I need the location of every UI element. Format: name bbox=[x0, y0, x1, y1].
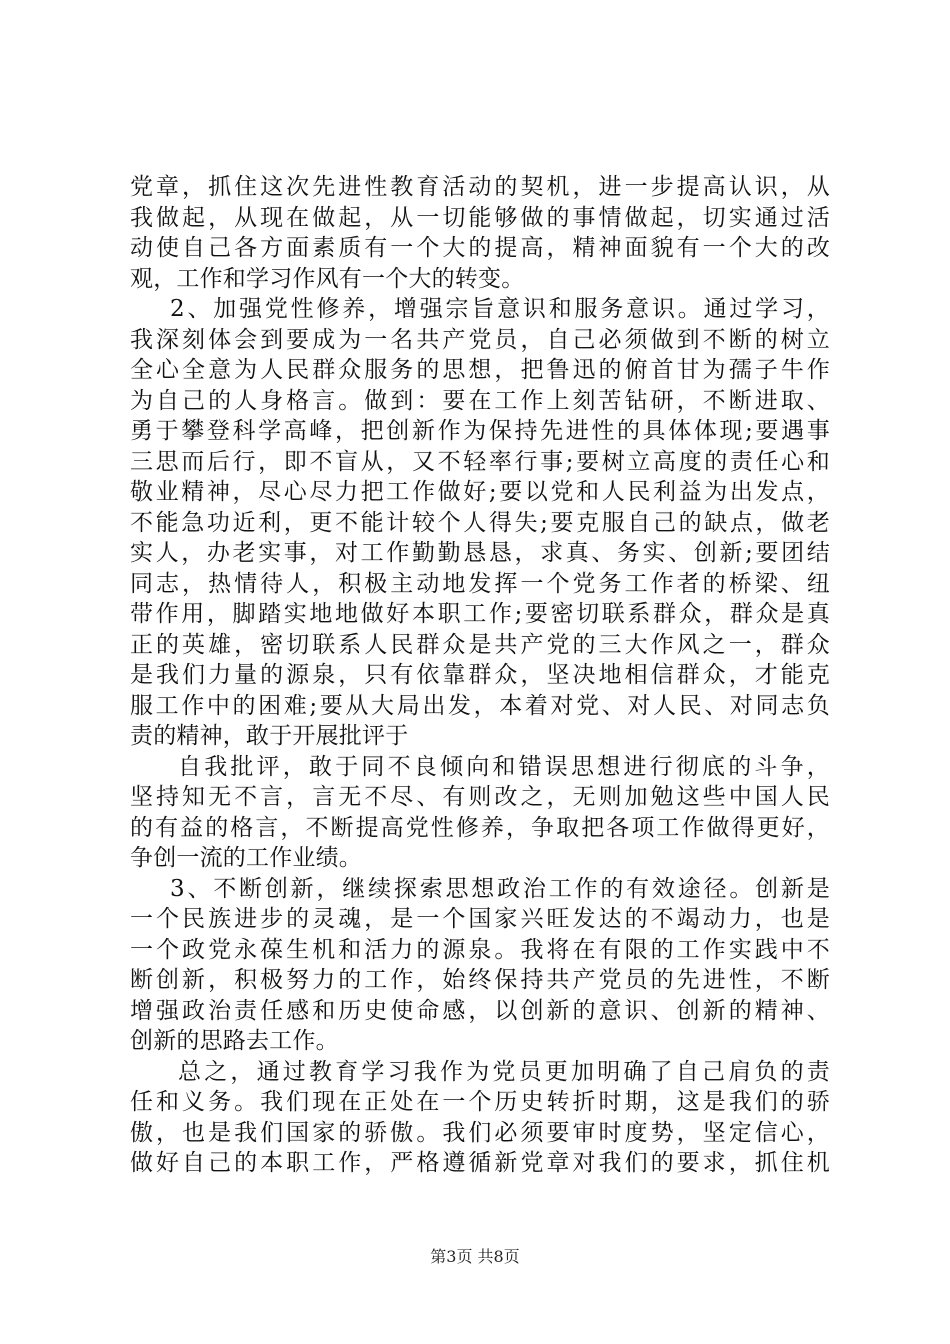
text-line: 带作用，脚踏实地地做好本职工作;要密切联系群众，群众是真 bbox=[130, 601, 830, 627]
paragraph-start-line: 总之，通过教育学习我作为党员更加明确了自己肩负的责 bbox=[178, 1058, 830, 1085]
text-line: 服工作中的困难;要从大局出发，本着对党、对人民、对同志负 bbox=[130, 692, 830, 719]
text-line: 是我们力量的源泉，只有依靠群众，坚决地相信群众，才能克 bbox=[130, 662, 830, 688]
text-line: 我做起，从现在做起，从一切能够做的事情做起，切实通过活 bbox=[130, 204, 830, 231]
paragraph-start-line: 自我批评，敢于同不良倾向和错误思想进行彻底的斗争， bbox=[178, 753, 830, 780]
paragraph-start-line: 2、加强党性修养，增强宗旨意识和服务意识。通过学习， bbox=[170, 296, 830, 322]
text-line: 不能急功近利，更不能计较个人得失;要克服自己的缺点，做老 bbox=[130, 509, 830, 536]
text-line: 做好自己的本职工作，严格遵循新党章对我们的要求，抓住机 bbox=[130, 1150, 830, 1176]
text-line: 为自己的人身格言。做到：要在工作上刻苦钻研，不断进取、 bbox=[130, 387, 830, 414]
text-line: 正的英雄，密切联系人民群众是共产党的三大作风之一，群众 bbox=[130, 631, 830, 658]
text-line: 党章，抓住这次先进性教育活动的契机，进一步提高认识，从 bbox=[130, 174, 830, 200]
text-line: 坚持知无不言，言无不尽、有则改之，无则加勉这些中国人民 bbox=[130, 784, 830, 810]
text-line: 勇于攀登科学高峰，把创新作为保持先进性的具体体现;要遇事 bbox=[130, 418, 830, 444]
text-line: 三思而后行，即不盲从，又不轻率行事;要树立高度的责任心和 bbox=[130, 448, 830, 475]
text-line: 增强政治责任感和历史使命感，以创新的意识、创新的精神、 bbox=[130, 997, 830, 1024]
text-line: 实人，办老实事，对工作勤勤恳恳，求真、务实、创新;要团结 bbox=[130, 540, 830, 566]
text-line: 观，工作和学习作风有一个大的转变。 bbox=[130, 265, 525, 292]
page-footer bbox=[0, 1244, 950, 1267]
text-line: 我深刻体会到要成为一名共产党员，自己必须做到不断的树立 bbox=[130, 326, 830, 353]
text-line: 同志，热情待人，积极主动地发挥一个党务工作者的桥梁、纽 bbox=[130, 570, 830, 597]
text-line: 全心全意为人民群众服务的思想，把鲁迅的俯首甘为孺子牛作 bbox=[130, 357, 830, 383]
text-line: 争创一流的工作业绩。 bbox=[130, 845, 362, 871]
text-line: 的有益的格言，不断提高党性修养，争取把各项工作做得更好， bbox=[130, 814, 830, 841]
paragraph-start-line: 3、不断创新，继续探索思想政治工作的有效途径。创新是 bbox=[170, 875, 830, 902]
text-line: 傲，也是我们国家的骄傲。我们必须要审时度势，坚定信心， bbox=[130, 1119, 830, 1146]
text-line: 动使自己各方面素质有一个大的提高，精神面貌有一个大的改 bbox=[130, 235, 830, 261]
text-line: 责的精神，敢于开展批评于 bbox=[130, 723, 409, 749]
text-line: 断创新，积极努力的工作，始终保持共产党员的先进性，不断 bbox=[130, 967, 830, 993]
text-line: 创新的思路去工作。 bbox=[130, 1028, 339, 1054]
document-body bbox=[130, 172, 830, 1179]
text-line: 一个政党永葆生机和活力的源泉。我将在有限的工作实践中不 bbox=[130, 936, 830, 963]
text-line: 敬业精神，尽心尽力把工作做好;要以党和人民利益为出发点， bbox=[130, 479, 830, 505]
text-line: 一个民族进步的灵魂，是一个国家兴旺发达的不竭动力，也是 bbox=[130, 906, 830, 932]
text-line: 任和义务。我们现在正处在一个历史转折时期，这是我们的骄 bbox=[130, 1089, 830, 1115]
page-number-label: 第3页 共8页 bbox=[430, 1247, 520, 1266]
